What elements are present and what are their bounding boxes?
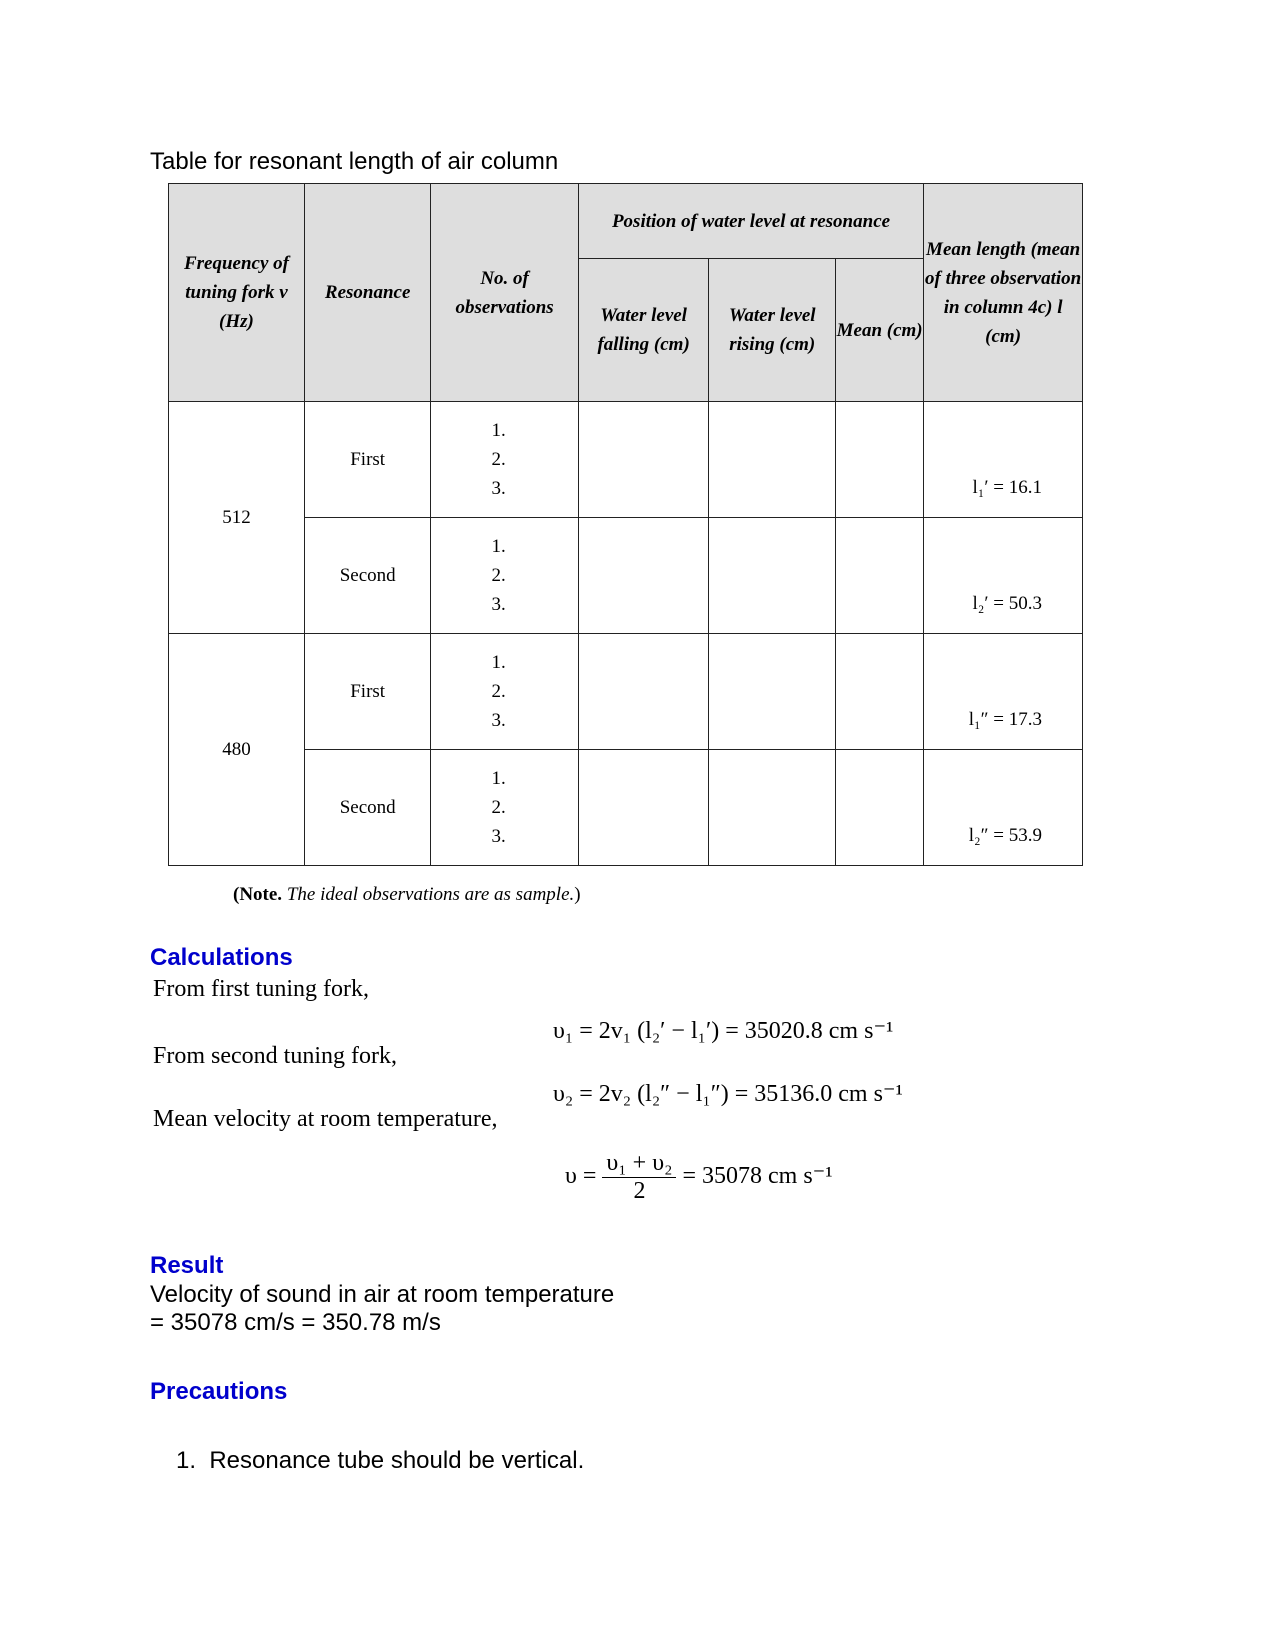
precaution-item: 1. Resonance tube should be vertical. bbox=[176, 1447, 585, 1474]
observations-cell bbox=[431, 750, 578, 866]
observations-cell bbox=[431, 518, 578, 634]
note-label: (Note. bbox=[233, 884, 283, 905]
equation-second-fork: υ₂ = 2v₂ (l₂″ − l₁″) = 35136.0 cm s⁻¹ bbox=[553, 1081, 903, 1107]
mean-length-cell: l₁′ = 16.1 bbox=[924, 402, 1083, 518]
mean-cell bbox=[836, 402, 924, 518]
second-fork-text: From second tuning fork, bbox=[153, 1043, 397, 1069]
mean-cell bbox=[836, 518, 924, 634]
observations-cell bbox=[431, 402, 578, 518]
equation-first-fork: υ₁ = 2v₁ (l₂′ − l₁′) = 35020.8 cm s⁻¹ bbox=[553, 1018, 894, 1044]
calculations-heading: Calculations bbox=[150, 944, 293, 971]
mean-length-cell: l₂″ = 53.9 bbox=[924, 750, 1083, 866]
frequency-cell: 512 bbox=[169, 402, 305, 634]
table-row bbox=[169, 402, 1083, 518]
header-observations: No. of observations bbox=[431, 184, 578, 402]
result-line-1: Velocity of sound in air at room temperature bbox=[150, 1281, 615, 1308]
rising-cell bbox=[709, 518, 836, 634]
first-fork-text: From first tuning fork, bbox=[153, 976, 369, 1002]
result-line-2: = 35078 cm/s = 350.78 m/s bbox=[150, 1309, 441, 1336]
mean-cell bbox=[836, 634, 924, 750]
obs-number: 1. bbox=[491, 536, 506, 557]
header-mean-length: Mean length (mean of three observation in column 4c) l (cm) bbox=[924, 184, 1083, 402]
mean-length-cell: l₁″ = 17.3 bbox=[924, 634, 1083, 750]
eq3-numerator: υ₁ + υ₂ bbox=[602, 1150, 676, 1178]
mean-velocity-text: Mean velocity at room temperature, bbox=[153, 1106, 498, 1132]
obs-number: 2. bbox=[491, 681, 506, 702]
obs-number: 3. bbox=[491, 594, 506, 615]
obs-number: 3. bbox=[491, 710, 506, 731]
resonance-cell: First bbox=[304, 402, 431, 518]
falling-cell bbox=[578, 634, 709, 750]
header-resonance: Resonance bbox=[304, 184, 431, 402]
note-text: The ideal observations are as sample. bbox=[286, 884, 575, 905]
rising-cell bbox=[709, 402, 836, 518]
resonance-table bbox=[168, 183, 1083, 865]
resonance-cell: Second bbox=[304, 518, 431, 634]
observations-cell bbox=[431, 634, 578, 750]
table-note bbox=[233, 884, 581, 906]
eq3-rhs: = 35078 cm s⁻¹ bbox=[682, 1163, 833, 1190]
resonance-cell: Second bbox=[304, 750, 431, 866]
resonance-cell: First bbox=[304, 634, 431, 750]
header-position-group: Position of water level at resonance bbox=[578, 184, 923, 259]
header-falling: Water level falling (cm) bbox=[578, 259, 709, 402]
obs-number: 1. bbox=[491, 768, 506, 789]
falling-cell bbox=[578, 750, 709, 866]
table-row bbox=[169, 750, 1083, 866]
obs-number: 3. bbox=[491, 826, 506, 847]
falling-cell bbox=[578, 518, 709, 634]
precautions-heading: Precautions bbox=[150, 1378, 288, 1405]
obs-number: 2. bbox=[491, 565, 506, 586]
rising-cell bbox=[709, 634, 836, 750]
table-row bbox=[169, 634, 1083, 750]
header-frequency: Frequency of tuning fork v (Hz) bbox=[169, 184, 305, 402]
header-mean: Mean (cm) bbox=[836, 259, 924, 402]
table-row bbox=[169, 518, 1083, 634]
result-heading: Result bbox=[150, 1252, 224, 1279]
obs-number: 3. bbox=[491, 478, 506, 499]
equation-mean-velocity bbox=[565, 1150, 833, 1205]
rising-cell bbox=[709, 750, 836, 866]
falling-cell bbox=[578, 402, 709, 518]
obs-number: 1. bbox=[491, 652, 506, 673]
eq3-denominator: 2 bbox=[633, 1178, 646, 1204]
mean-length-cell: l₂′ = 50.3 bbox=[924, 518, 1083, 634]
eq3-lhs: υ = bbox=[565, 1163, 597, 1190]
note-close: ) bbox=[574, 884, 581, 905]
mean-cell bbox=[836, 750, 924, 866]
obs-number: 2. bbox=[491, 797, 506, 818]
eq3-fraction bbox=[602, 1150, 676, 1205]
header-rising: Water level rising (cm) bbox=[709, 259, 836, 402]
table-caption: Table for resonant length of air column bbox=[150, 148, 559, 175]
obs-number: 1. bbox=[491, 420, 506, 441]
obs-number: 2. bbox=[491, 449, 506, 470]
frequency-cell: 480 bbox=[169, 634, 305, 866]
